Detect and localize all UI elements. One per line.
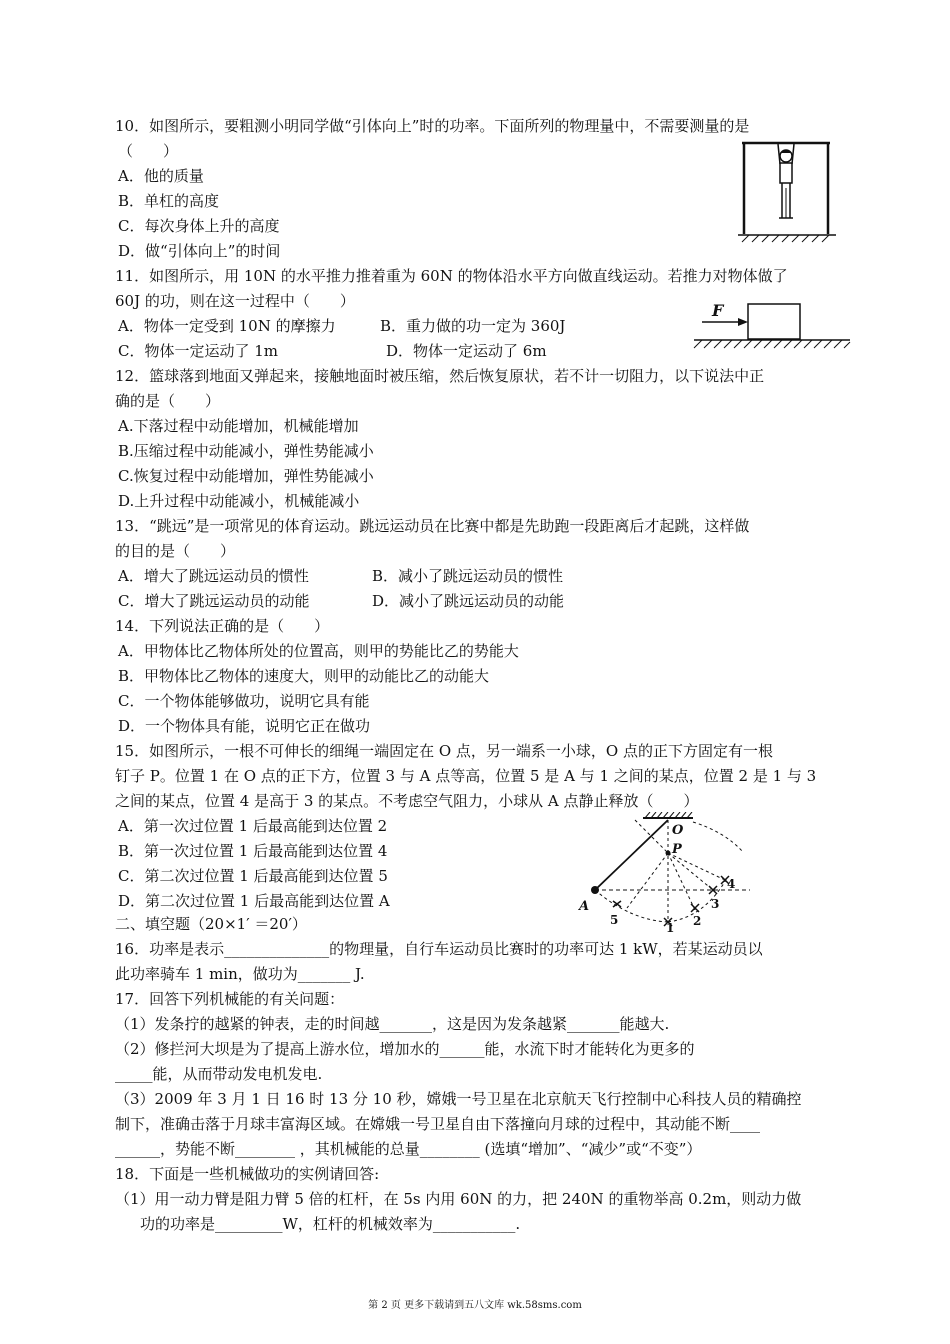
- force-label: F: [712, 301, 724, 320]
- push-block-figure: [692, 296, 852, 352]
- q14-stem: 14．下列说法正确的是（ ）: [115, 617, 330, 635]
- q12-stem-line2: 确的是（ ）: [115, 392, 221, 410]
- q11-option-d: D．物体一定运动了 6m: [386, 342, 547, 360]
- q11-option-a: A．物体一定受到 10N 的摩擦力: [118, 317, 336, 335]
- q13-stem-line1: 13．“跳远”是一项常见的体育运动。跳远运动员在比赛中都是先助跑一段距离后才起跳，这样做: [115, 517, 750, 535]
- q10-option-b: B．单杠的高度: [118, 192, 220, 210]
- q15-option-d: D．第二次过位置 1 后最高能到达位置 A: [118, 892, 390, 910]
- q18-part1-line1: （1）用一动力臂是阻力臂 5 倍的杠杆，在 5s 内用 60N 的力，把 240N 的重物举高 0.2m，则动力做: [115, 1190, 802, 1208]
- q11-stem-line2: 60J 的功，则在这一过程中（ ）: [115, 292, 355, 310]
- q17-part3-line1: （3）2009 年 3 月 1 日 16 时 13 分 10 秒，嫦娥一号卫星在北京航天飞行控制中心科技人员的精确控: [115, 1090, 802, 1108]
- label-o: O: [672, 823, 684, 838]
- pull-up-figure: [738, 138, 838, 246]
- q17-part3-line2: 制下，准确击落于月球丰富海区域。在嫦娥一号卫星自由下落撞向月球的过程中，其动能不断____: [115, 1115, 761, 1133]
- q13-option-d: D．减小了跳远运动员的动能: [372, 592, 565, 610]
- q15-option-c: C．第二次过位置 1 后最高能到达位置 5: [118, 867, 388, 885]
- q18-stem: 18．下面是一些机械做功的实例请回答:: [115, 1165, 380, 1183]
- q14-option-c: C．一个物体能够做功，说明它具有能: [118, 692, 370, 710]
- q15-option-b: B．第一次过位置 1 后最高能到达位置 4: [118, 842, 388, 860]
- q15-stem-line2: 钉子 P。位置 1 在 O 点的正下方，位置 3 与 A 点等高，位置 5 是 A 与 1 之间的某点，位置 2 是 1 与 3: [115, 767, 817, 785]
- label-a: A: [579, 899, 590, 914]
- q13-option-c: C．增大了跳远运动员的动能: [118, 592, 310, 610]
- q15-stem-line3: 之间的某点，位置 4 是高于 3 的某点。不考虑空气阻力，小球从 A 点静止释放（ ）: [115, 792, 699, 810]
- q13-option-b: B．减小了跳远运动员的惯性: [372, 567, 564, 585]
- q17-part2-line1: （2）修拦河大坝是为了提高上游水位，增加水的______能，水流下时才能转化为更多的: [115, 1040, 695, 1058]
- label-2: 2: [693, 914, 702, 928]
- q11-option-c: C．物体一定运动了 1m: [118, 342, 279, 360]
- label-3: 3: [711, 897, 720, 911]
- label-1: 1: [666, 921, 675, 932]
- q18-part1-line2: 功的功率是_________W，杠杆的机械效率为___________.: [140, 1215, 521, 1233]
- q16-line1: 16．功率是表示______________的物理量，自行车运动员比赛时的功率可达 1 kW，若某运动员以: [115, 940, 763, 958]
- q12-stem-line1: 12．篮球落到地面又弹起来，接触地面时被压缩，然后恢复原状，若不计一切阻力，以下说法中正: [115, 367, 765, 385]
- q11-option-b: B．重力做的功一定为 360J: [380, 317, 566, 335]
- q12-option-d: D.上升过程中动能减小，机械能减小: [118, 492, 360, 510]
- q15-stem-line1: 15．如图所示，一根不可伸长的细绳一端固定在 O 点，另一端系一小球，O 点的正下方固定有一根: [115, 742, 773, 760]
- q10-option-a: A．他的质量: [118, 167, 204, 185]
- q15-option-a: A．第一次过位置 1 后最高能到达位置 2: [118, 817, 388, 835]
- q14-option-a: A．甲物体比乙物体所处的位置高，则甲的势能比乙的势能大: [118, 642, 519, 660]
- q13-option-a: A．增大了跳远运动员的惯性: [118, 567, 309, 585]
- q10-option-c: C．每次身体上升的高度: [118, 217, 280, 235]
- q10-option-d: D．做“引体向上”的时间: [118, 242, 281, 260]
- label-5: 5: [610, 913, 619, 927]
- q10-stem-line2: （ ）: [118, 142, 179, 160]
- label-4: 4: [727, 877, 736, 891]
- section-2-title: 二、填空题（20×1′ ＝20′）: [115, 915, 307, 933]
- q17-stem: 17．回答下列机械能的有关问题：: [115, 990, 345, 1008]
- q14-option-d: D．一个物体具有能，说明它正在做功: [118, 717, 371, 735]
- q11-stem-line1: 11．如图所示，用 10N 的水平推力推着重为 60N 的物体沿水平方向做直线运动。若推力对物体做了: [115, 267, 788, 285]
- page-footer: 第 2 页 更多下载请到五八文库 wk.58sms.com: [368, 1300, 582, 1311]
- q17-part2-line2: _____能，从而带动发电机发电.: [115, 1065, 323, 1083]
- pendulum-figure: [575, 812, 770, 932]
- q17-part1: （1）发条拧的越紧的钟表，走的时间越_______，这是因为发条越紧_______能越大.: [115, 1015, 670, 1033]
- q17-part3-line3: ______，势能不断________ ，其机械能的总量________ (选填“增加”、“减少”或“不变”）: [115, 1140, 702, 1158]
- q13-stem-line2: 的目的是（ ）: [115, 542, 236, 560]
- q12-option-a: A.下落过程中动能增加，机械能增加: [118, 417, 359, 435]
- q14-option-b: B．甲物体比乙物体的速度大，则甲的动能比乙的动能大: [118, 667, 490, 685]
- q10-stem-line1: 10．如图所示，要粗测小明同学做“引体向上”时的功率。下面所列的物理量中，不需要测量的是: [115, 117, 750, 135]
- label-p: P: [672, 842, 682, 857]
- q16-line2: 此功率骑车 1 min，做功为_______ J.: [115, 965, 365, 983]
- q12-option-b: B.压缩过程中动能减小，弹性势能减小: [118, 442, 374, 460]
- q12-option-c: C.恢复过程中动能增加，弹性势能减小: [118, 467, 374, 485]
